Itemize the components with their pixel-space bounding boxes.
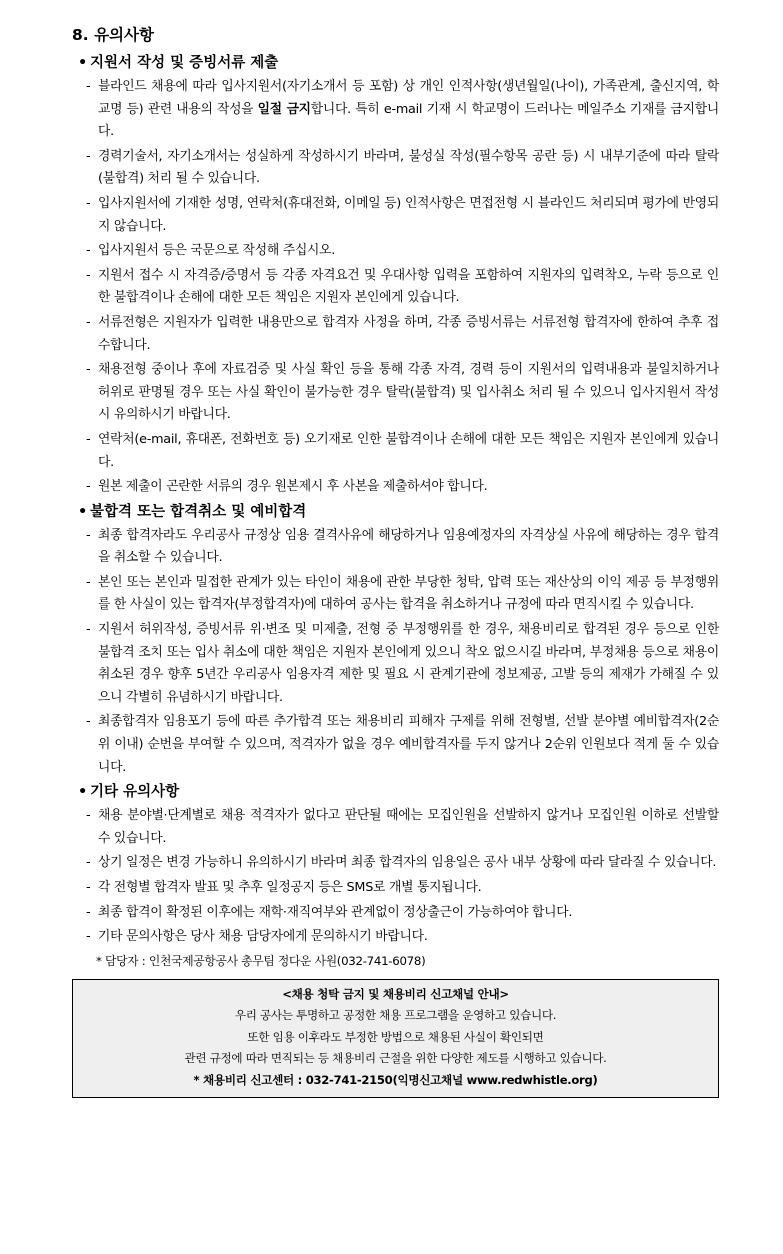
item-text: 블라인드 채용에 따라 입사지원서(자기소개서 등 포함) 상 개인 인적사항(생년월일(나이), 가족관계, 출신지역, 학교명 등) 관련 내용의 작성을: [98, 79, 719, 117]
notice-list: [72, 805, 719, 949]
item-text: 원본 제출이 곤란한 서류의 경우 원본제시 후 사본을 제출하셔야 합니다.: [98, 479, 488, 495]
list-item: [72, 146, 719, 191]
item-emphasis: 일절 금지: [257, 101, 311, 117]
list-item: [72, 572, 719, 617]
item-text: 지원서 허위작성, 증빙서류 위·변조 및 미제출, 전형 중 부정행위를 한 경우, 채용비리로 합격된 경우 등으로 인한 불합격 조치 또는 입사 취소에 대한 책임은 지원자 본인에게 있으니 착오 없으시길 바라며, 부정채용 등으로 채용이 취소된 경우 향후 5년간 우리공사 임용자격 제한 및 필요 시 관계기관에 정보제공, 고발 등의 제재가 가해질 수 있으니 각별히 유념하시기 바랍니다.: [98, 622, 719, 705]
list-item: [72, 877, 719, 900]
item-text: 채용 분야별·단계별로 채용 적격자가 없다고 판단될 때에는 모집인원을 선발하지 않거나 모집인원 이하로 선발할 수 있습니다.: [98, 808, 719, 846]
item-text: 경력기술서, 자기소개서는 성실하게 작성하시기 바라며, 불성실 작성(필수항목 공란 등) 시 내부기준에 따라 탈락(불합격) 처리 될 수 있습니다.: [98, 148, 719, 187]
subsection-heading: [78, 501, 719, 523]
list-item: [72, 240, 719, 263]
list-item: [72, 805, 719, 850]
item-text: 각 전형별 합격자 발표 및 추후 일정공지 등은 SMS로 개별 통지됩니다.: [98, 880, 482, 895]
list-item: [72, 76, 719, 144]
list-item: [72, 525, 719, 570]
section-title: 8. 유의사항: [72, 26, 154, 44]
hotline-info: * 채용비리 신고센터 : 032-741-2150(익명신고채널 www.redwhistle.org): [193, 1072, 598, 1087]
contact-note: * 담당자 : 인천국제공항공사 총무팀 정다운 사원(032-741-6078): [96, 953, 426, 968]
list-item: [72, 476, 719, 499]
notice-line: 관련 규정에 따라 면직되는 등 채용비리 근절을 위한 다양한 제도를 시행하고 있습니다.: [184, 1051, 607, 1066]
item-text: 합니다. 특히 e-mail 기재 시 학교명이 드러나는 메일주소 기재를 금지합니다.: [98, 101, 720, 140]
item-text: 서류전형은 지원자가 입력한 내용만으로 합격자 사정을 하며, 각종 증빙서류는 서류전형 합격자에 한하여 추후 접수합니다.: [98, 314, 719, 353]
notice-list: [72, 525, 719, 780]
bullet-icon: •: [78, 503, 88, 520]
list-item: [72, 312, 719, 357]
item-text: 입사지원서에 기재한 성명, 연락처(휴대전화, 이메일 등) 인적사항은 면접전형 시 블라인드 처리되며 평가에 반영되지 않습니다.: [98, 195, 719, 234]
item-text: 기타 문의사항은 당사 채용 담당자에게 문의하시기 바랍니다.: [98, 929, 428, 945]
list-item: [72, 902, 719, 925]
notice-line: 우리 공사는 투명하고 공정한 채용 프로그램을 운영하고 있습니다.: [234, 1008, 557, 1023]
subsection-heading-text: 불합격 또는 합격취소 및 예비합격: [90, 503, 307, 520]
list-item: [72, 429, 719, 474]
recruitment-hotline-box: [72, 979, 719, 1099]
notice-groups: [72, 52, 719, 949]
item-text: 연락처(e-mail, 휴대폰, 전화번호 등) 오기재로 인한 불합격이나 손해에 대한 모든 책임은 지원자 본인에게 있습니다.: [98, 431, 719, 470]
notice-list: [72, 76, 719, 499]
bullet-icon: •: [78, 784, 88, 801]
item-text: 최종합격자 임용포기 등에 따른 추가합격 또는 채용비리 피해자 구제를 위해 전형별, 선발 분야별 예비합격자(2순위 이내) 순번을 부여할 수 있으며, 적격자가 없을 경우 예비합격자를 두지 않거나 2순위 인원보다 적게 둘 수 있습니다.: [98, 714, 719, 775]
subsection-heading: [78, 781, 719, 803]
list-item: [72, 193, 719, 238]
item-text: 최종 합격자라도 우리공사 규정상 임용 결격사유에 해당하거나 임용예정자의 자격상실 사유에 해당하는 경우 합격을 취소할 수 있습니다.: [98, 527, 719, 566]
item-text: 최종 합격이 확정된 이후에는 재학·재직여부와 관계없이 정상출근이 가능하여야 합니다.: [98, 904, 573, 920]
item-text: 입사지원서 등은 국문으로 작성해 주십시오.: [98, 243, 336, 259]
list-item: [72, 359, 719, 427]
item-text: 본인 또는 본인과 밀접한 관계가 있는 타인이 채용에 관한 부당한 청탁, 압력 또는 재산상의 이익 제공 등 부정행위를 한 사실이 있는 합격자(부정합격자)에 대하여 공사는 합격을 취소하거나 규정에 따라 면직시킬 수 있습니다.: [98, 574, 720, 613]
notice-line: 또한 임용 이후라도 부정한 방법으로 채용된 사실이 확인되면: [247, 1029, 544, 1044]
list-item: [72, 926, 719, 949]
list-item: [72, 711, 719, 779]
subsection-heading-text: 기타 유의사항: [90, 784, 180, 801]
list-item: [72, 265, 719, 310]
notice-box-title: <채용 청탁 금지 및 채용비리 신고채널 안내>: [282, 986, 509, 1001]
subsection-heading-text: 지원서 작성 및 증빙서류 제출: [90, 55, 279, 71]
subsection-heading: [78, 52, 719, 74]
list-item: [72, 852, 719, 875]
item-text: 채용전형 중이나 후에 자료검증 및 사실 확인 등을 통해 각종 자격, 경력 등이 지원서의 입력내용과 불일치하거나 허위로 판명될 경우 또는 사실 확인이 불가능한 경우 탈락(불합격) 및 입사취소 처리 될 수 있으니 입사지원서 작성 시 유의하시기 바랍니다.: [98, 362, 719, 423]
list-item: [72, 619, 719, 709]
item-text: 상기 일정은 변경 가능하니 유의하시기 바라며 최종 합격자의 임용일은 공사 내부 상황에 따라 달라질 수 있습니다.: [98, 855, 717, 871]
item-text: 지원서 접수 시 자격증/증명서 등 각종 자격요건 및 우대사항 입력을 포함하여 지원자의 입력착오, 누락 등으로 인한 불합격이나 손해에 대한 모든 책임은 지원자 본인에게 있습니다.: [98, 267, 719, 306]
bullet-icon: •: [78, 55, 88, 71]
